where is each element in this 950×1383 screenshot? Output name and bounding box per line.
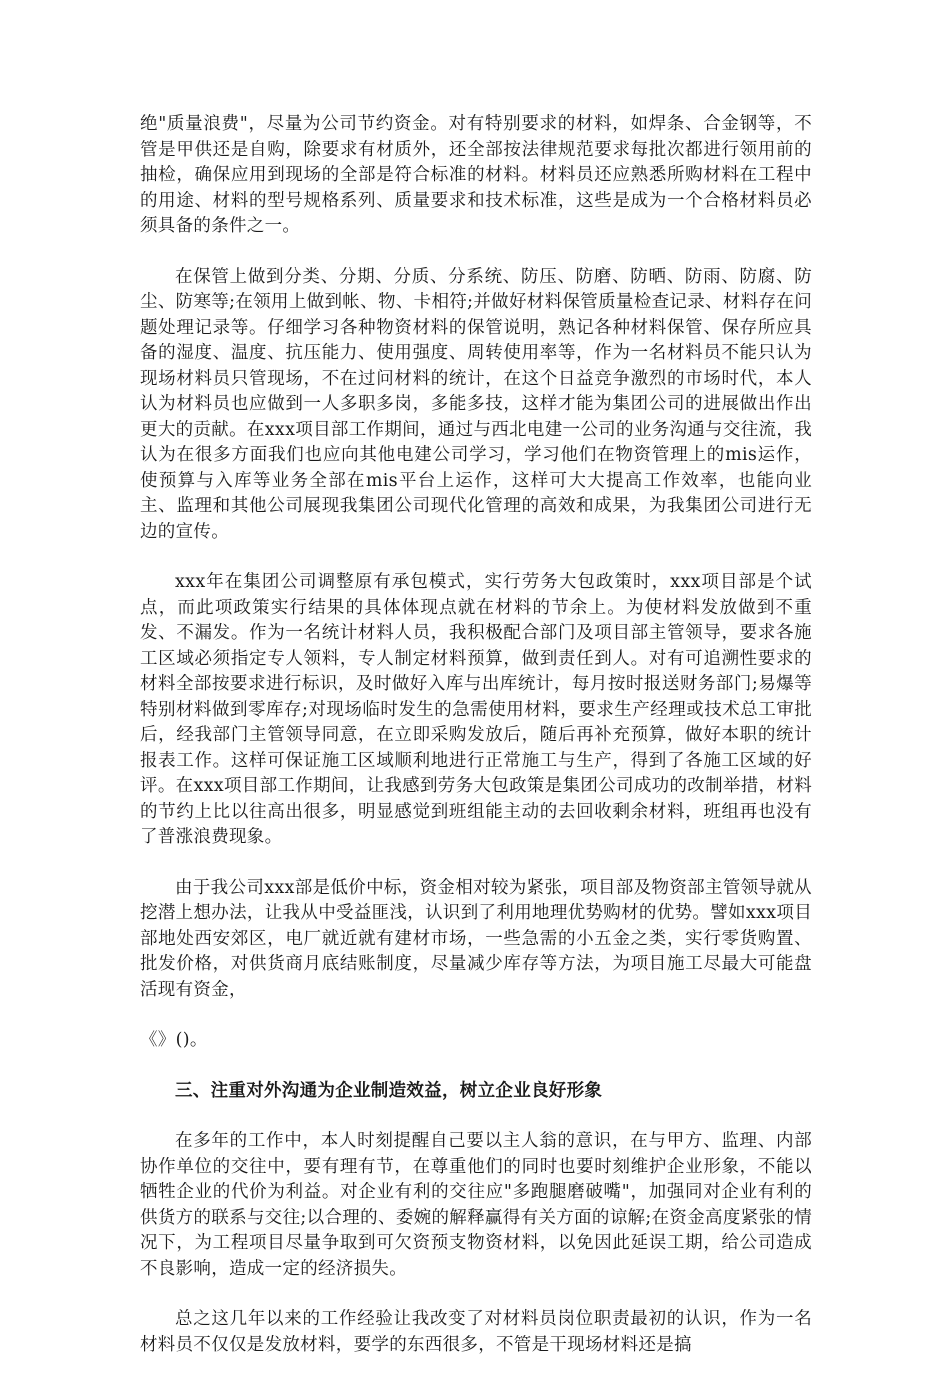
section-heading: 三、注重对外沟通为企业制造效益，树立企业良好形象 — [175, 1080, 603, 1101]
paragraph-low-bid: 由于我公司xxx部是低价中标，资金相对较为紧张，项目部及物资部主管领导就从挖潜上想办法，让我从中受益匪浅，认识到了利用地理优势购材的优势。譬如xxx项目部地处西安郊区，电厂就近就有建材市场，一些急需的小五金之类，实行零货购置、批发价格，对供货商月底结账制度，尽量减少库存等方法，为项目施工尽最大可能盘活现有资金， — [140, 877, 812, 1000]
paragraph-storage: 在保管上做到分类、分期、分质、分系统、防压、防磨、防晒、防雨、防腐、防尘、防寒等;在领用上做到帐、物、卡相符;并做好材料保管质量检查记录、材料存在问题处理记录等。仔细学习各种物资材料的保管说明，熟记各种材料保管、保存所应具备的湿度、温度、抗压能力、使用强度、周转使用率等，作为一名材料员不能只认为现场材料员只管现场，不在过问材料的统计，在这个日益竞争激烈的市场时代，本人认为材料员也应做到一人多职多岗，多能多技，这样才能为集团公司的进展做出作出更大的贡献。在xxx项目部工作期间，通过与西北电建一公司的业务沟通与交往流，我认为在很多方面我们也应向其他电建公司学习，学习他们在物资管理上的mis运作，使预算与入库等业务全部在mis平台上运作，这样可大大提高工作效率，也能向业主、监理和其他公司展现我集团公司现代化管理的高效和成果，为我集团公司进行无边的宣传。 — [140, 266, 812, 542]
paragraph-communication: 在多年的工作中，本人时刻提醒自己要以主人翁的意识，在与甲方、监理、内部协作单位的交往中，要有理有节，在尊重他们的同时也要时刻维护企业形象，不能以牺牲企业的代价为利益。对企业有利的交往应"多跑腿磨破嘴"，加强同对企业有利的供货方的联系与交往;以合理的、委婉的解释赢得有关方面的谅解;在资金高度紧张的情况下，为工程项目尽量争取到可欠资预支物资材料，以免因此延误工期，给公司造成不良影响，造成一定的经济损失。 — [140, 1131, 812, 1279]
paragraph-brackets: 《》()。 — [140, 1030, 208, 1050]
paragraph-labor-contract: xxx年在集团公司调整原有承包模式，实行劳务大包政策时，xxx项目部是个试点，而此项政策实行结果的具体体现点就在材料的节余上。为使材料发放做到不重发、不漏发。作为一名统计材料人员，我积极配合部门及项目部主管领导，要求各施工区域必须指定专人领料，专人制定材料预算，做到责任到人。对有可追溯性要求的材料全部按要求进行标识，及时做好入库与出库统计，每月按时报送财务部门;易爆等特别材料做到零库存;对现场临时发生的急需使用材料，要求生产经理或技术总工审批后，经我部门主管领导同意，在立即采购发放后，随后再补充预算，做好本职的统计报表工作。这样可保证施工区域顺利地进行正常施工与生产，得到了各施工区域的好评。在xxx项目部工作期间，让我感到劳务大包政策是集团公司成功的改制举措，材料的节约上比以往高出很多，明显感觉到班组能主动的去回收剩余材料，班组再也没有了普涨浪费现象。 — [140, 572, 812, 847]
paragraph-summary: 总之这几年以来的工作经验让我改变了对材料员岗位职责最初的认识，作为一名材料员不仅仅是发放材料，要学的东西很多，不管是干现场材料还是搞 — [140, 1309, 812, 1355]
document-page — [140, 112, 812, 1383]
paragraph-quality-waste: 绝"质量浪费"，尽量为公司节约资金。对有特别要求的材料，如焊条、合金钢等，不管是甲供还是自购，除要求有材质外，还全部按法律规范要求每批次都进行领用前的抽检，确保应用到现场的全部是符合标准的材料。材料员还应熟悉所购材料在工程中的用途、材料的型号规格系列、质量要求和技术标准，这些是成为一个合格材料员必须具备的条件之一。 — [140, 114, 812, 236]
